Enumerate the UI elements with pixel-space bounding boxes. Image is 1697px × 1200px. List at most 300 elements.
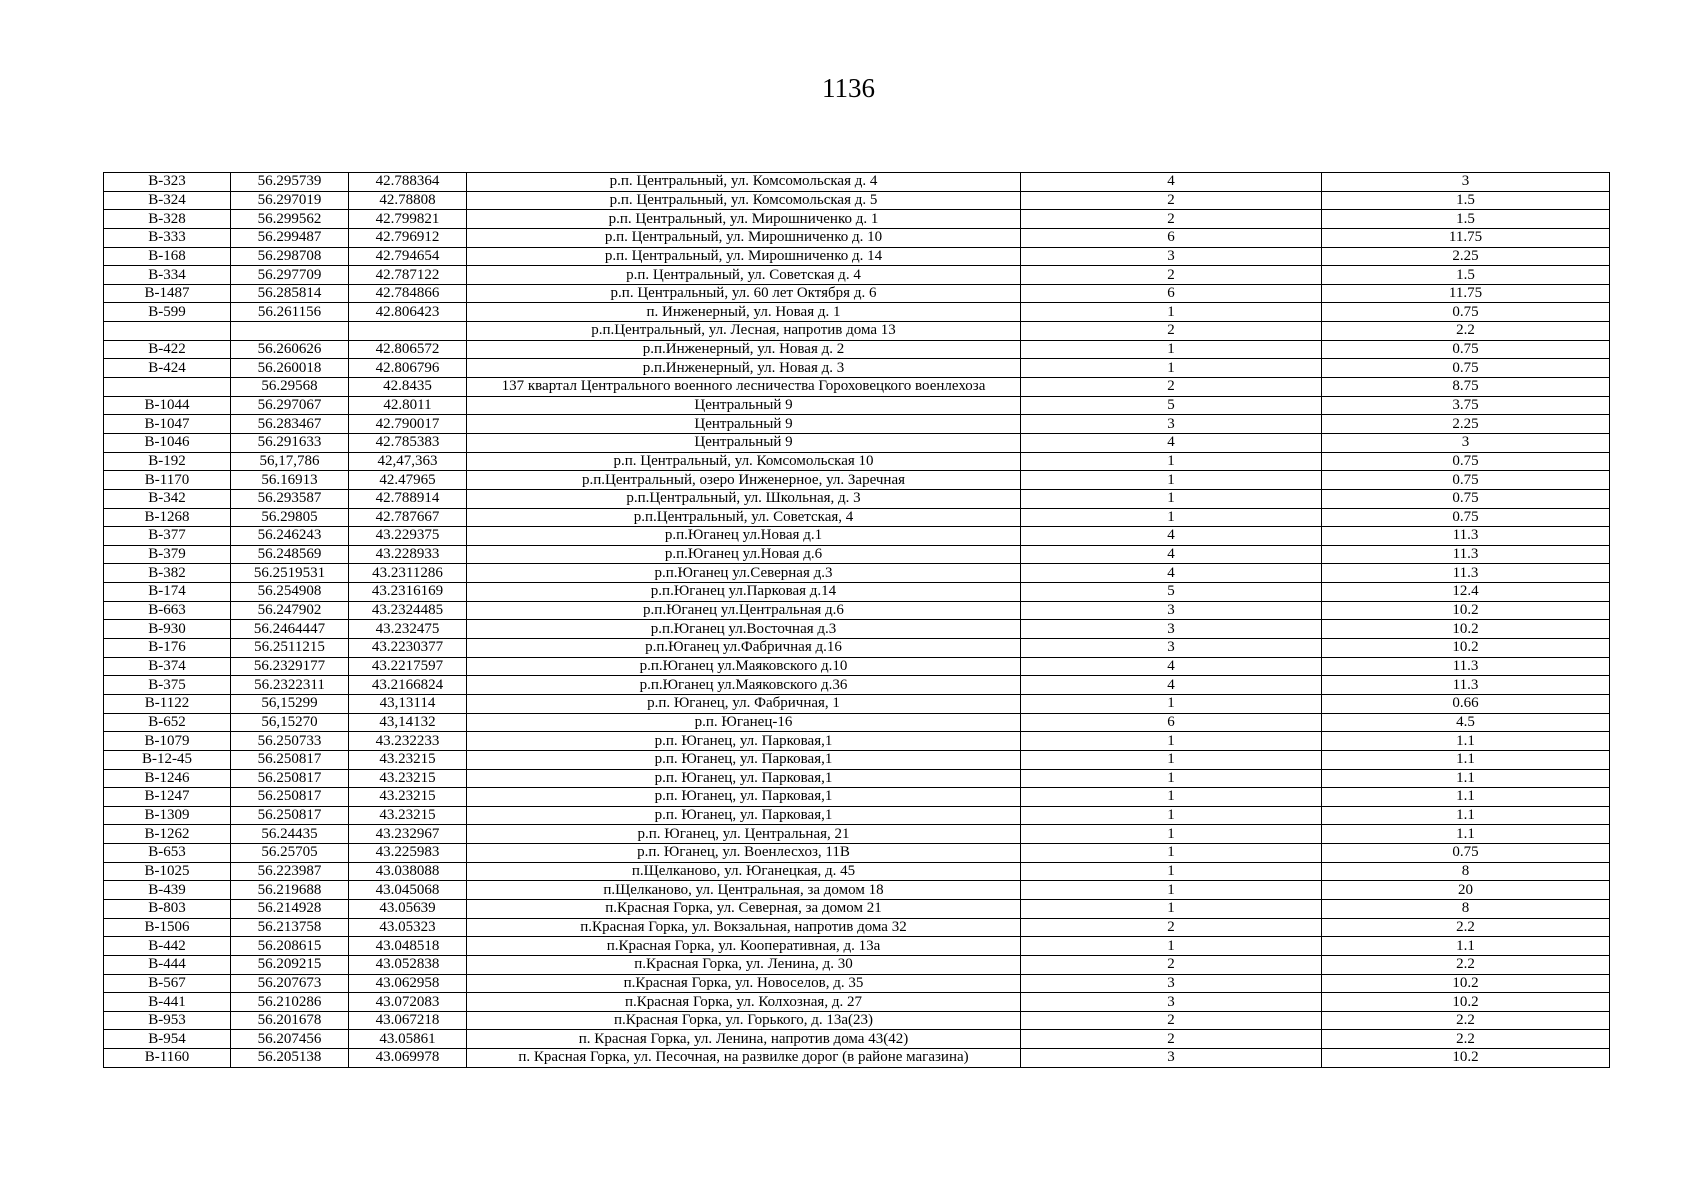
address-cell: п.Красная Горка, ул. Новоселов, д. 35 <box>467 974 1021 993</box>
longitude-cell: 43.232967 <box>349 825 467 844</box>
longitude-cell: 42.78808 <box>349 191 467 210</box>
count-cell: 2 <box>1021 322 1322 341</box>
latitude-cell: 56.2322311 <box>231 676 349 695</box>
count-cell: 2 <box>1021 918 1322 937</box>
table-row <box>104 750 1610 769</box>
longitude-cell: 43.232475 <box>349 620 467 639</box>
latitude-cell: 56.291633 <box>231 433 349 452</box>
table-row <box>104 899 1610 918</box>
volume-cell: 1.1 <box>1322 788 1610 807</box>
volume-cell: 11.3 <box>1322 676 1610 695</box>
count-cell: 3 <box>1021 601 1322 620</box>
table-row <box>104 545 1610 564</box>
address-cell: п.Красная Горка, ул. Вокзальная, напротив дома 32 <box>467 918 1021 937</box>
count-cell: 1 <box>1021 694 1322 713</box>
count-cell: 3 <box>1021 639 1322 658</box>
longitude-cell: 43.05861 <box>349 1030 467 1049</box>
latitude-cell: 56.299487 <box>231 228 349 247</box>
count-cell: 1 <box>1021 471 1322 490</box>
address-cell: р.п. Центральный, ул. Комсомольская д. 4 <box>467 173 1021 192</box>
longitude-cell: 42.788914 <box>349 489 467 508</box>
table-row <box>104 210 1610 229</box>
latitude-cell: 56.295739 <box>231 173 349 192</box>
table-row <box>104 191 1610 210</box>
table-row <box>104 806 1610 825</box>
count-cell: 6 <box>1021 228 1322 247</box>
address-cell: п. Красная Горка, ул. Ленина, напротив дома 43(42) <box>467 1030 1021 1049</box>
object-id-cell: В-1247 <box>104 788 231 807</box>
latitude-cell: 56.207456 <box>231 1030 349 1049</box>
table-row <box>104 489 1610 508</box>
longitude-cell: 43.069978 <box>349 1049 467 1068</box>
volume-cell: 0.75 <box>1322 844 1610 863</box>
latitude-cell: 56.283467 <box>231 415 349 434</box>
latitude-cell: 56.250817 <box>231 788 349 807</box>
volume-cell: 10.2 <box>1322 993 1610 1012</box>
volume-cell: 1.5 <box>1322 191 1610 210</box>
table-row <box>104 1011 1610 1030</box>
object-id-cell: В-174 <box>104 583 231 602</box>
volume-cell: 2.2 <box>1322 955 1610 974</box>
volume-cell: 0.75 <box>1322 303 1610 322</box>
latitude-cell: 56.210286 <box>231 993 349 1012</box>
address-cell: р.п.Юганец ул.Центральная д.6 <box>467 601 1021 620</box>
count-cell: 1 <box>1021 862 1322 881</box>
volume-cell: 0.75 <box>1322 359 1610 378</box>
object-id-cell: В-1246 <box>104 769 231 788</box>
table-row <box>104 713 1610 732</box>
address-cell: Центральный 9 <box>467 396 1021 415</box>
longitude-cell: 43.2311286 <box>349 564 467 583</box>
table-row <box>104 993 1610 1012</box>
volume-cell: 1.1 <box>1322 732 1610 751</box>
longitude-cell: 42.790017 <box>349 415 467 434</box>
count-cell: 2 <box>1021 266 1322 285</box>
longitude-cell: 43.048518 <box>349 937 467 956</box>
longitude-cell: 43,14132 <box>349 713 467 732</box>
longitude-cell: 42.799821 <box>349 210 467 229</box>
object-id-cell: В-953 <box>104 1011 231 1030</box>
longitude-cell: 43.2166824 <box>349 676 467 695</box>
object-id-cell: В-334 <box>104 266 231 285</box>
longitude-cell: 43.23215 <box>349 806 467 825</box>
latitude-cell: 56.297067 <box>231 396 349 415</box>
object-id-cell: В-1046 <box>104 433 231 452</box>
latitude-cell: 56.247902 <box>231 601 349 620</box>
volume-cell: 0.75 <box>1322 452 1610 471</box>
object-id-cell: В-1122 <box>104 694 231 713</box>
address-cell: п.Красная Горка, ул. Ленина, д. 30 <box>467 955 1021 974</box>
latitude-cell: 56.2464447 <box>231 620 349 639</box>
longitude-cell: 43.232233 <box>349 732 467 751</box>
object-id-cell: В-954 <box>104 1030 231 1049</box>
longitude-cell: 43.045068 <box>349 881 467 900</box>
table-row <box>104 396 1610 415</box>
table-row <box>104 173 1610 192</box>
object-id-cell: В-1309 <box>104 806 231 825</box>
longitude-cell: 42.794654 <box>349 247 467 266</box>
volume-cell: 11.3 <box>1322 545 1610 564</box>
volume-cell: 1.1 <box>1322 825 1610 844</box>
address-cell: 137 квартал Центрального военного лесничества Гороховецкого военлехоза <box>467 378 1021 397</box>
table-row <box>104 433 1610 452</box>
object-id-cell: В-653 <box>104 844 231 863</box>
latitude-cell: 56.16913 <box>231 471 349 490</box>
longitude-cell: 43.2316169 <box>349 583 467 602</box>
address-cell: р.п.Юганец ул.Парковая д.14 <box>467 583 1021 602</box>
count-cell: 1 <box>1021 937 1322 956</box>
object-id-cell: В-439 <box>104 881 231 900</box>
longitude-cell: 42.806423 <box>349 303 467 322</box>
address-cell: р.п. Юганец, ул. Парковая,1 <box>467 788 1021 807</box>
address-cell: п.Красная Горка, ул. Северная, за домом 21 <box>467 899 1021 918</box>
latitude-cell: 56.248569 <box>231 545 349 564</box>
table-row <box>104 657 1610 676</box>
object-id-cell: В-374 <box>104 657 231 676</box>
latitude-cell: 56.261156 <box>231 303 349 322</box>
object-id-cell: В-379 <box>104 545 231 564</box>
address-cell: р.п.Центральный, ул. Лесная, напротив дома 13 <box>467 322 1021 341</box>
latitude-cell: 56.285814 <box>231 284 349 303</box>
volume-cell: 20 <box>1322 881 1610 900</box>
volume-cell: 3 <box>1322 173 1610 192</box>
latitude-cell: 56.207673 <box>231 974 349 993</box>
object-id-cell: В-375 <box>104 676 231 695</box>
latitude-cell: 56.29805 <box>231 508 349 527</box>
count-cell: 2 <box>1021 1011 1322 1030</box>
address-cell: Центральный 9 <box>467 433 1021 452</box>
table-body <box>104 173 1610 1068</box>
longitude-cell: 43.067218 <box>349 1011 467 1030</box>
address-cell: р.п.Юганец ул.Новая д.1 <box>467 527 1021 546</box>
object-id-cell: В-382 <box>104 564 231 583</box>
latitude-cell: 56.25705 <box>231 844 349 863</box>
volume-cell: 0.75 <box>1322 340 1610 359</box>
object-id-cell: В-1262 <box>104 825 231 844</box>
count-cell: 2 <box>1021 378 1322 397</box>
count-cell: 2 <box>1021 210 1322 229</box>
longitude-cell: 43.225983 <box>349 844 467 863</box>
latitude-cell: 56,15299 <box>231 694 349 713</box>
object-id-cell: В-663 <box>104 601 231 620</box>
latitude-cell: 56.213758 <box>231 918 349 937</box>
longitude-cell: 43.05639 <box>349 899 467 918</box>
address-cell: р.п.Центральный, ул. Школьная, д. 3 <box>467 489 1021 508</box>
table-row <box>104 415 1610 434</box>
volume-cell: 1.1 <box>1322 937 1610 956</box>
volume-cell: 2.2 <box>1322 1030 1610 1049</box>
table-row <box>104 452 1610 471</box>
count-cell: 1 <box>1021 844 1322 863</box>
object-id-cell: В-1079 <box>104 732 231 751</box>
longitude-cell <box>349 322 467 341</box>
longitude-cell: 43.23215 <box>349 769 467 788</box>
address-cell: Центральный 9 <box>467 415 1021 434</box>
table-row <box>104 844 1610 863</box>
count-cell: 5 <box>1021 583 1322 602</box>
latitude-cell: 56.2519531 <box>231 564 349 583</box>
count-cell: 1 <box>1021 508 1322 527</box>
address-cell: р.п. Центральный, ул. Мирошниченко д. 10 <box>467 228 1021 247</box>
address-cell: р.п. Центральный, ул. Советская д. 4 <box>467 266 1021 285</box>
longitude-cell: 43.228933 <box>349 545 467 564</box>
volume-cell: 10.2 <box>1322 601 1610 620</box>
table-row <box>104 378 1610 397</box>
object-id-cell: В-1268 <box>104 508 231 527</box>
address-cell: п. Красная Горка, ул. Песочная, на развилке дорог (в районе магазина) <box>467 1049 1021 1068</box>
latitude-cell: 56.208615 <box>231 937 349 956</box>
object-id-cell: В-422 <box>104 340 231 359</box>
count-cell: 5 <box>1021 396 1322 415</box>
table-row <box>104 732 1610 751</box>
longitude-cell: 42,47,363 <box>349 452 467 471</box>
longitude-cell: 42.806572 <box>349 340 467 359</box>
longitude-cell: 43.2324485 <box>349 601 467 620</box>
object-id-cell: В-328 <box>104 210 231 229</box>
page-number: 1136 <box>822 73 875 103</box>
address-cell: р.п. Центральный, ул. Комсомольская д. 5 <box>467 191 1021 210</box>
count-cell: 6 <box>1021 713 1322 732</box>
table-row <box>104 266 1610 285</box>
table-row <box>104 788 1610 807</box>
longitude-cell: 43.2217597 <box>349 657 467 676</box>
table-row <box>104 1049 1610 1068</box>
count-cell: 4 <box>1021 173 1322 192</box>
count-cell: 2 <box>1021 1030 1322 1049</box>
address-cell: р.п.Центральный, ул. Советская, 4 <box>467 508 1021 527</box>
address-cell: р.п.Инженерный, ул. Новая д. 3 <box>467 359 1021 378</box>
count-cell: 4 <box>1021 527 1322 546</box>
latitude-cell: 56,15270 <box>231 713 349 732</box>
latitude-cell: 56.298708 <box>231 247 349 266</box>
object-id-cell: В-168 <box>104 247 231 266</box>
volume-cell: 10.2 <box>1322 620 1610 639</box>
address-cell: р.п. Центральный, ул. Мирошниченко д. 14 <box>467 247 1021 266</box>
table-row <box>104 918 1610 937</box>
volume-cell: 2.25 <box>1322 415 1610 434</box>
object-id-cell: В-424 <box>104 359 231 378</box>
count-cell: 1 <box>1021 899 1322 918</box>
volume-cell: 0.75 <box>1322 508 1610 527</box>
object-id-cell <box>104 378 231 397</box>
object-id-cell: В-441 <box>104 993 231 1012</box>
volume-cell: 0.75 <box>1322 489 1610 508</box>
volume-cell: 1.5 <box>1322 266 1610 285</box>
count-cell: 3 <box>1021 974 1322 993</box>
longitude-cell: 43.072083 <box>349 993 467 1012</box>
volume-cell: 11.75 <box>1322 284 1610 303</box>
object-id-cell: В-652 <box>104 713 231 732</box>
address-cell: р.п.Юганец ул.Маяковского д.10 <box>467 657 1021 676</box>
address-cell: р.п. Юганец, ул. Фабричная, 1 <box>467 694 1021 713</box>
longitude-cell: 43.23215 <box>349 788 467 807</box>
volume-cell: 12.4 <box>1322 583 1610 602</box>
count-cell: 1 <box>1021 452 1322 471</box>
object-id-cell: В-342 <box>104 489 231 508</box>
count-cell: 4 <box>1021 433 1322 452</box>
count-cell: 1 <box>1021 303 1322 322</box>
volume-cell: 10.2 <box>1322 1049 1610 1068</box>
volume-cell: 11.3 <box>1322 657 1610 676</box>
object-id-cell: В-442 <box>104 937 231 956</box>
count-cell: 1 <box>1021 732 1322 751</box>
longitude-cell: 43.052838 <box>349 955 467 974</box>
table-row <box>104 359 1610 378</box>
latitude-cell: 56.24435 <box>231 825 349 844</box>
count-cell: 3 <box>1021 247 1322 266</box>
count-cell: 3 <box>1021 620 1322 639</box>
address-cell: п.Щелканово, ул. Центральная, за домом 18 <box>467 881 1021 900</box>
table-row <box>104 676 1610 695</box>
object-id-cell: В-1160 <box>104 1049 231 1068</box>
latitude-cell: 56.2329177 <box>231 657 349 676</box>
latitude-cell: 56.214928 <box>231 899 349 918</box>
table-row <box>104 564 1610 583</box>
table-row <box>104 527 1610 546</box>
count-cell: 4 <box>1021 545 1322 564</box>
volume-cell: 1.1 <box>1322 750 1610 769</box>
volume-cell: 2.2 <box>1322 322 1610 341</box>
address-cell: р.п. Юганец, ул. Парковая,1 <box>467 769 1021 788</box>
count-cell: 1 <box>1021 769 1322 788</box>
object-id-cell: В-1170 <box>104 471 231 490</box>
address-cell: р.п. Юганец, ул. Центральная, 21 <box>467 825 1021 844</box>
address-cell: п.Красная Горка, ул. Горького, д. 13а(23) <box>467 1011 1021 1030</box>
object-id-cell: В-323 <box>104 173 231 192</box>
table-row <box>104 974 1610 993</box>
address-cell: р.п. Юганец-16 <box>467 713 1021 732</box>
object-id-cell: В-567 <box>104 974 231 993</box>
address-cell: р.п. Юганец, ул. Военлесхоз, 11В <box>467 844 1021 863</box>
object-id-cell: В-930 <box>104 620 231 639</box>
longitude-cell: 42.787667 <box>349 508 467 527</box>
address-cell: р.п.Юганец ул.Восточная д.3 <box>467 620 1021 639</box>
count-cell: 1 <box>1021 340 1322 359</box>
object-id-cell <box>104 322 231 341</box>
object-id-cell: В-324 <box>104 191 231 210</box>
address-cell: р.п. Центральный, ул. 60 лет Октября д. 6 <box>467 284 1021 303</box>
latitude-cell: 56.260018 <box>231 359 349 378</box>
latitude-cell: 56,17,786 <box>231 452 349 471</box>
object-id-cell: В-599 <box>104 303 231 322</box>
longitude-cell: 43.062958 <box>349 974 467 993</box>
latitude-cell: 56.250817 <box>231 806 349 825</box>
longitude-cell: 42.47965 <box>349 471 467 490</box>
object-id-cell: В-1025 <box>104 862 231 881</box>
address-cell: р.п. Центральный, ул. Мирошниченко д. 1 <box>467 210 1021 229</box>
object-id-cell: В-1487 <box>104 284 231 303</box>
volume-cell: 11.75 <box>1322 228 1610 247</box>
table-row <box>104 340 1610 359</box>
volume-cell: 1.5 <box>1322 210 1610 229</box>
address-cell: р.п.Юганец ул.Северная д.3 <box>467 564 1021 583</box>
table-row <box>104 694 1610 713</box>
object-id-cell: В-192 <box>104 452 231 471</box>
object-id-cell: В-1506 <box>104 918 231 937</box>
latitude-cell: 56.297019 <box>231 191 349 210</box>
object-id-cell: В-803 <box>104 899 231 918</box>
count-cell: 1 <box>1021 788 1322 807</box>
latitude-cell: 56.2511215 <box>231 639 349 658</box>
count-cell: 3 <box>1021 993 1322 1012</box>
longitude-cell: 43.229375 <box>349 527 467 546</box>
table-row <box>104 228 1610 247</box>
count-cell: 3 <box>1021 1049 1322 1068</box>
volume-cell: 8 <box>1322 862 1610 881</box>
volume-cell: 2.2 <box>1322 918 1610 937</box>
longitude-cell: 42.806796 <box>349 359 467 378</box>
table-row <box>104 620 1610 639</box>
latitude-cell: 56.219688 <box>231 881 349 900</box>
table-row <box>104 881 1610 900</box>
data-table <box>103 172 1610 1068</box>
count-cell: 2 <box>1021 955 1322 974</box>
address-cell: п.Красная Горка, ул. Колхозная, д. 27 <box>467 993 1021 1012</box>
address-cell: п.Красная Горка, ул. Кооперативная, д. 13а <box>467 937 1021 956</box>
address-cell: р.п. Юганец, ул. Парковая,1 <box>467 806 1021 825</box>
count-cell: 3 <box>1021 415 1322 434</box>
table-row <box>104 1030 1610 1049</box>
table-row <box>104 583 1610 602</box>
volume-cell: 11.3 <box>1322 564 1610 583</box>
longitude-cell: 43.05323 <box>349 918 467 937</box>
count-cell: 4 <box>1021 564 1322 583</box>
latitude-cell: 56.205138 <box>231 1049 349 1068</box>
object-id-cell: В-377 <box>104 527 231 546</box>
object-id-cell: В-444 <box>104 955 231 974</box>
address-cell: р.п. Центральный, ул. Комсомольская 10 <box>467 452 1021 471</box>
latitude-cell <box>231 322 349 341</box>
volume-cell: 8 <box>1322 899 1610 918</box>
volume-cell: 0.66 <box>1322 694 1610 713</box>
volume-cell: 0.75 <box>1322 471 1610 490</box>
latitude-cell: 56.299562 <box>231 210 349 229</box>
object-id-cell: В-1047 <box>104 415 231 434</box>
count-cell: 1 <box>1021 359 1322 378</box>
table-row <box>104 247 1610 266</box>
count-cell: 1 <box>1021 881 1322 900</box>
longitude-cell: 42.8435 <box>349 378 467 397</box>
volume-cell: 8.75 <box>1322 378 1610 397</box>
longitude-cell: 43.038088 <box>349 862 467 881</box>
address-cell: п.Щелканово, ул. Юганецкая, д. 45 <box>467 862 1021 881</box>
address-cell: р.п. Юганец, ул. Парковая,1 <box>467 750 1021 769</box>
volume-cell: 10.2 <box>1322 974 1610 993</box>
table-row <box>104 322 1610 341</box>
address-cell: р.п.Юганец ул.Новая д.6 <box>467 545 1021 564</box>
address-cell: р.п.Юганец ул.Фабричная д.16 <box>467 639 1021 658</box>
latitude-cell: 56.297709 <box>231 266 349 285</box>
volume-cell: 3.75 <box>1322 396 1610 415</box>
latitude-cell: 56.260626 <box>231 340 349 359</box>
object-id-cell: В-12-45 <box>104 750 231 769</box>
longitude-cell: 43.23215 <box>349 750 467 769</box>
volume-cell: 4.5 <box>1322 713 1610 732</box>
table-row <box>104 284 1610 303</box>
count-cell: 4 <box>1021 657 1322 676</box>
address-cell: р.п.Юганец ул.Маяковского д.36 <box>467 676 1021 695</box>
latitude-cell: 56.293587 <box>231 489 349 508</box>
latitude-cell: 56.250817 <box>231 750 349 769</box>
latitude-cell: 56.250817 <box>231 769 349 788</box>
table-row <box>104 937 1610 956</box>
count-cell: 6 <box>1021 284 1322 303</box>
volume-cell: 3 <box>1322 433 1610 452</box>
address-cell: р.п.Инженерный, ул. Новая д. 2 <box>467 340 1021 359</box>
table-row <box>104 825 1610 844</box>
table-row <box>104 303 1610 322</box>
count-cell: 4 <box>1021 676 1322 695</box>
